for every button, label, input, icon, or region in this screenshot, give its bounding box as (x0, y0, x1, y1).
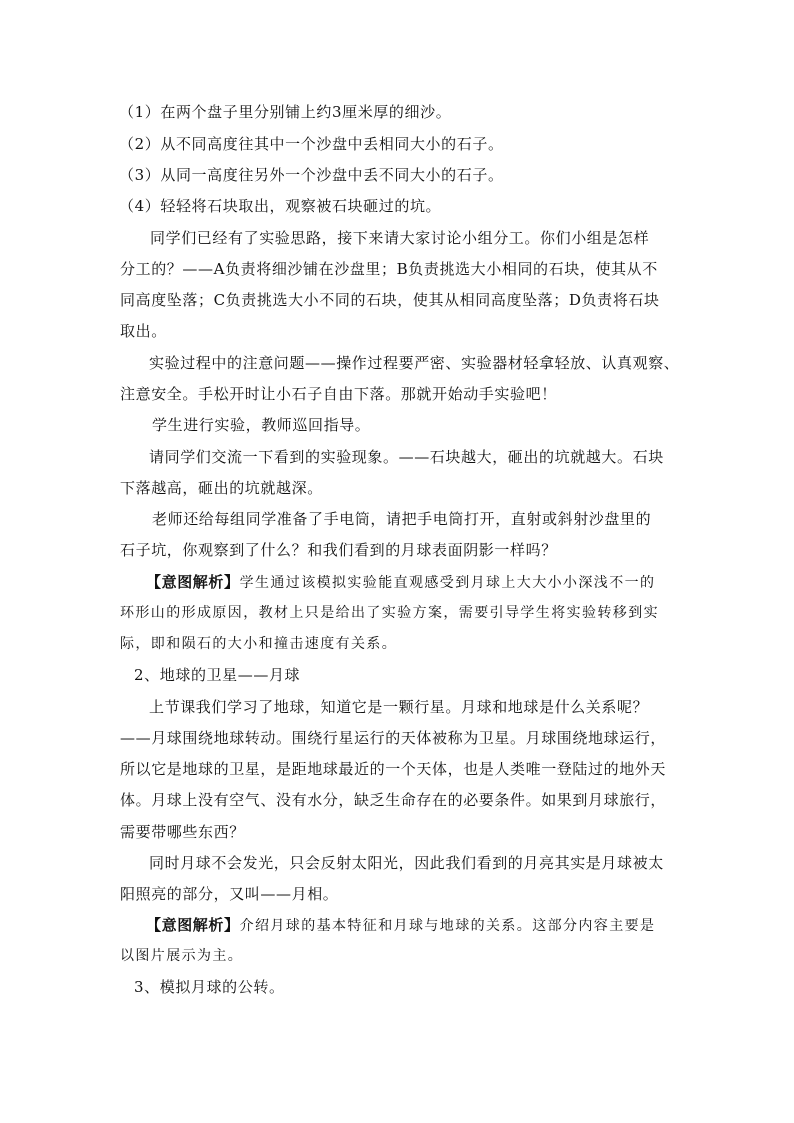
step-1: （1）在两个盘子里分别铺上约3厘米厚的细沙。 (119, 103, 452, 121)
para-moon-line-2: ——月球围绕地球转动。围绕行星运行的天体被称为卫星。月球围绕地球运行， (120, 729, 667, 747)
note-2-line-1 (146, 915, 655, 936)
note-2-text-1: 介绍月球的基本特征和月球与地球的关系。这部分内容主要是 (239, 918, 656, 934)
note-1-line-1 (146, 572, 655, 593)
para-phenomenon-line-1: 请同学们交流一下看到的实验现象。——石块越大，砸出的坑就越大。石块 (149, 448, 664, 466)
note-2-line-2: 以图片展示为主。 (120, 948, 244, 964)
para-moon-line-3: 所以它是地球的卫星，是距地球最近的一个天体，也是人类唯一登陆过的地外天 (120, 760, 667, 778)
para-caution-line-1: 实验过程中的注意问题——操作过程要严密、实验器材轻拿轻放、认真观察、 (149, 354, 680, 372)
section-3-title: 3、模拟月球的公转。 (134, 978, 285, 996)
para-group-line-3: 同高度坠落；C负责挑选大小不同的石块，使其从相同高度坠落；D负责将石块 (120, 291, 660, 309)
step-3: （3）从同一高度往另外一个沙盘中丢不同大小的石子。 (119, 166, 504, 184)
para-moon-line-1: 上节课我们学习了地球，知道它是一颗行星。月球和地球是什么关系呢？ (149, 698, 649, 716)
para-moon-line-4: 体。月球上没有空气、没有水分，缺乏生命存在的必要条件。如果到月球旅行， (120, 791, 667, 809)
para-flashlight-line-1: 老师还给每组同学准备了手电筒，请把手电筒打开，直射或斜射沙盘里的 (152, 510, 652, 528)
note-1-label: 【意图解析】 (146, 573, 240, 591)
step-4: （4）轻轻将石块取出，观察被石块砸过的坑。 (119, 197, 442, 215)
note-1-text-1: 学生通过该模拟实验能直观感受到月球上大大小小深浅不一的 (239, 575, 656, 591)
note-1-line-2: 环形山的形成原因，教材上只是给出了实验方案，需要引导学生将实验转移到实 (120, 605, 659, 621)
para-phenomenon-line-2: 下落越高，砸出的坑就越深。 (120, 479, 323, 497)
section-2-title: 2、地球的卫星——月球 (134, 666, 301, 684)
para-caution-line-2: 注意安全。手松开时让小石子自由下落。那就开始动手实验吧！ (120, 385, 557, 403)
step-2: （2）从不同高度往其中一个沙盘中丢相同大小的石子。 (119, 135, 504, 153)
para-moon-line-5: 需要带哪些东西？ (120, 823, 245, 841)
para-flashlight-line-2: 石子坑，你观察到了什么？和我们看到的月球表面阴影一样吗？ (120, 541, 557, 559)
para-group-line-1: 同学们已经有了实验思路，接下来请大家讨论小组分工。你们小组是怎样 (150, 229, 650, 247)
para-group-line-4: 取出。 (120, 322, 167, 340)
para-group-line-2: 分工的？——A负责将细沙铺在沙盘里；B负责挑选大小相同的石块，使其从不 (120, 260, 658, 278)
note-1-line-3: 际，即和陨石的大小和撞击速度有关系。 (120, 636, 398, 652)
para-phase-line-2: 阳照亮的部分，又叫——月相。 (120, 885, 339, 903)
para-phase-line-1: 同时月球不会发光，只会反射太阳光，因此我们看到的月亮其实是月球被太 (149, 854, 664, 872)
note-2-label: 【意图解析】 (146, 916, 240, 934)
para-experiment: 学生进行实验，教师巡回指导。 (152, 416, 371, 434)
